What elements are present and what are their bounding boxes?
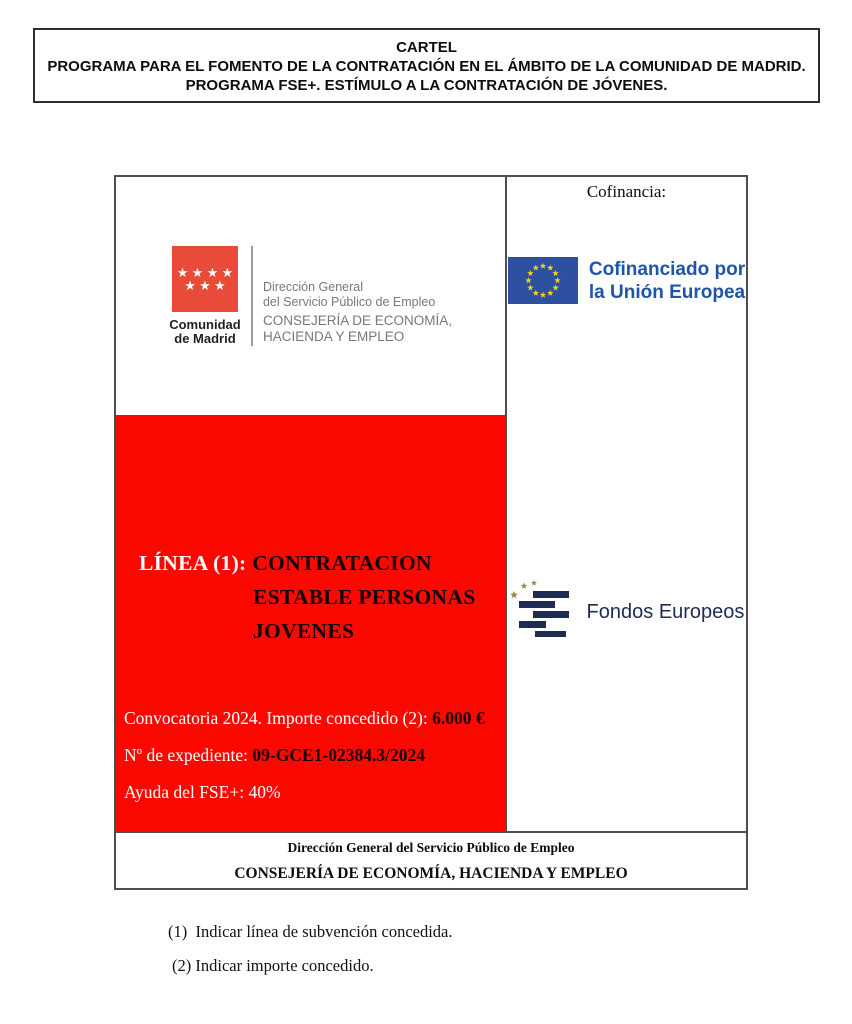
dept-line2: del Servicio Público de Empleo: [262, 295, 436, 309]
poster-main: [116, 177, 746, 831]
red-highlight-box: [116, 415, 505, 831]
footer-direccion-general: Dirección General del Servicio Público de Empleo: [287, 840, 575, 855]
madrid-stars-row2: ★ ★ ★: [184, 278, 226, 293]
cartel-subtitle: PROGRAMA PARA EL FOMENTO DE LA CONTRATACIÓN EN EL ÁMBITO DE LA COMUNIDAD DE MADRID. PROGRAMA FSE+. ESTÍMULO A LA CONTRATACIÓN DE JÓVENES.: [47, 58, 806, 94]
footnote-2: (2) Indicar importe concedido.: [172, 956, 374, 975]
cartel-header-box: [33, 28, 820, 103]
linea-title-row3: [253, 614, 501, 648]
linea-value-row2: ESTABLE PERSONAS: [253, 585, 476, 609]
linea-title-row1: [139, 546, 501, 580]
ayuda-line: Ayuda del FSE+: 40%: [124, 782, 281, 802]
expediente-value: 09-GCE1-02384.3/2024: [252, 745, 425, 765]
fondos-europeos-icon: [509, 579, 575, 646]
madrid-org-name: [169, 318, 241, 346]
linea-label: LÍNEA (1):: [139, 551, 247, 575]
madrid-flag-block: [169, 246, 241, 346]
dept-line3: CONSEJERÍA DE ECONOMÍA,: [262, 313, 453, 328]
footer-consejeria: CONSEJERÍA DE ECONOMÍA, HACIENDA Y EMPLEO: [234, 865, 628, 882]
importe-value: 6.000 €: [432, 708, 485, 728]
eu-cofinanced-logo: [507, 257, 746, 304]
linea-value-row1: CONTRATACION: [252, 551, 432, 575]
convocatoria-line: [124, 708, 501, 729]
madrid-org-line2: de Madrid: [174, 331, 236, 346]
cartel-title: CARTEL: [396, 39, 457, 56]
madrid-stars-row1: ★ ★ ★ ★: [176, 265, 234, 280]
dept-line4: HACIENDA Y EMPLEO: [262, 329, 405, 344]
fondos-europeos-logo: [507, 579, 746, 646]
cofinancia-label: Cofinancia:: [586, 182, 667, 201]
grant-details: [124, 708, 501, 819]
linea-title-row2: [253, 580, 501, 614]
poster-right-column: [505, 177, 746, 831]
linea-value-row3: JOVENES: [253, 619, 355, 643]
eu-cofinanced-text: [589, 258, 745, 304]
linea-title: [139, 546, 501, 648]
poster-box: [114, 175, 748, 890]
poster-footer: [116, 831, 746, 888]
expediente-line: [124, 745, 501, 766]
convocatoria-label: Convocatoria 2024. Importe concedido (2):: [124, 708, 428, 728]
madrid-flag-icon: [172, 246, 238, 312]
comunidad-de-madrid-logo: [169, 246, 452, 346]
dept-line1: Dirección General: [262, 280, 364, 294]
madrid-logo-area: [116, 177, 505, 415]
footnote-1: (1) Indicar línea de subvención concedida.: [168, 922, 453, 941]
madrid-org-line1: Comunidad: [169, 317, 241, 332]
expediente-label: Nº de expediente:: [124, 745, 248, 765]
eu-flag-icon: [508, 257, 578, 304]
madrid-department-text: [263, 246, 452, 345]
logo-vertical-divider: [251, 246, 253, 346]
poster-left-column: [116, 177, 505, 831]
eu-text-line2: la Unión Europea: [588, 281, 746, 303]
eu-text-line1: Cofinanciado por: [588, 258, 746, 280]
fondos-europeos-label: Fondos Europeos: [586, 601, 745, 623]
